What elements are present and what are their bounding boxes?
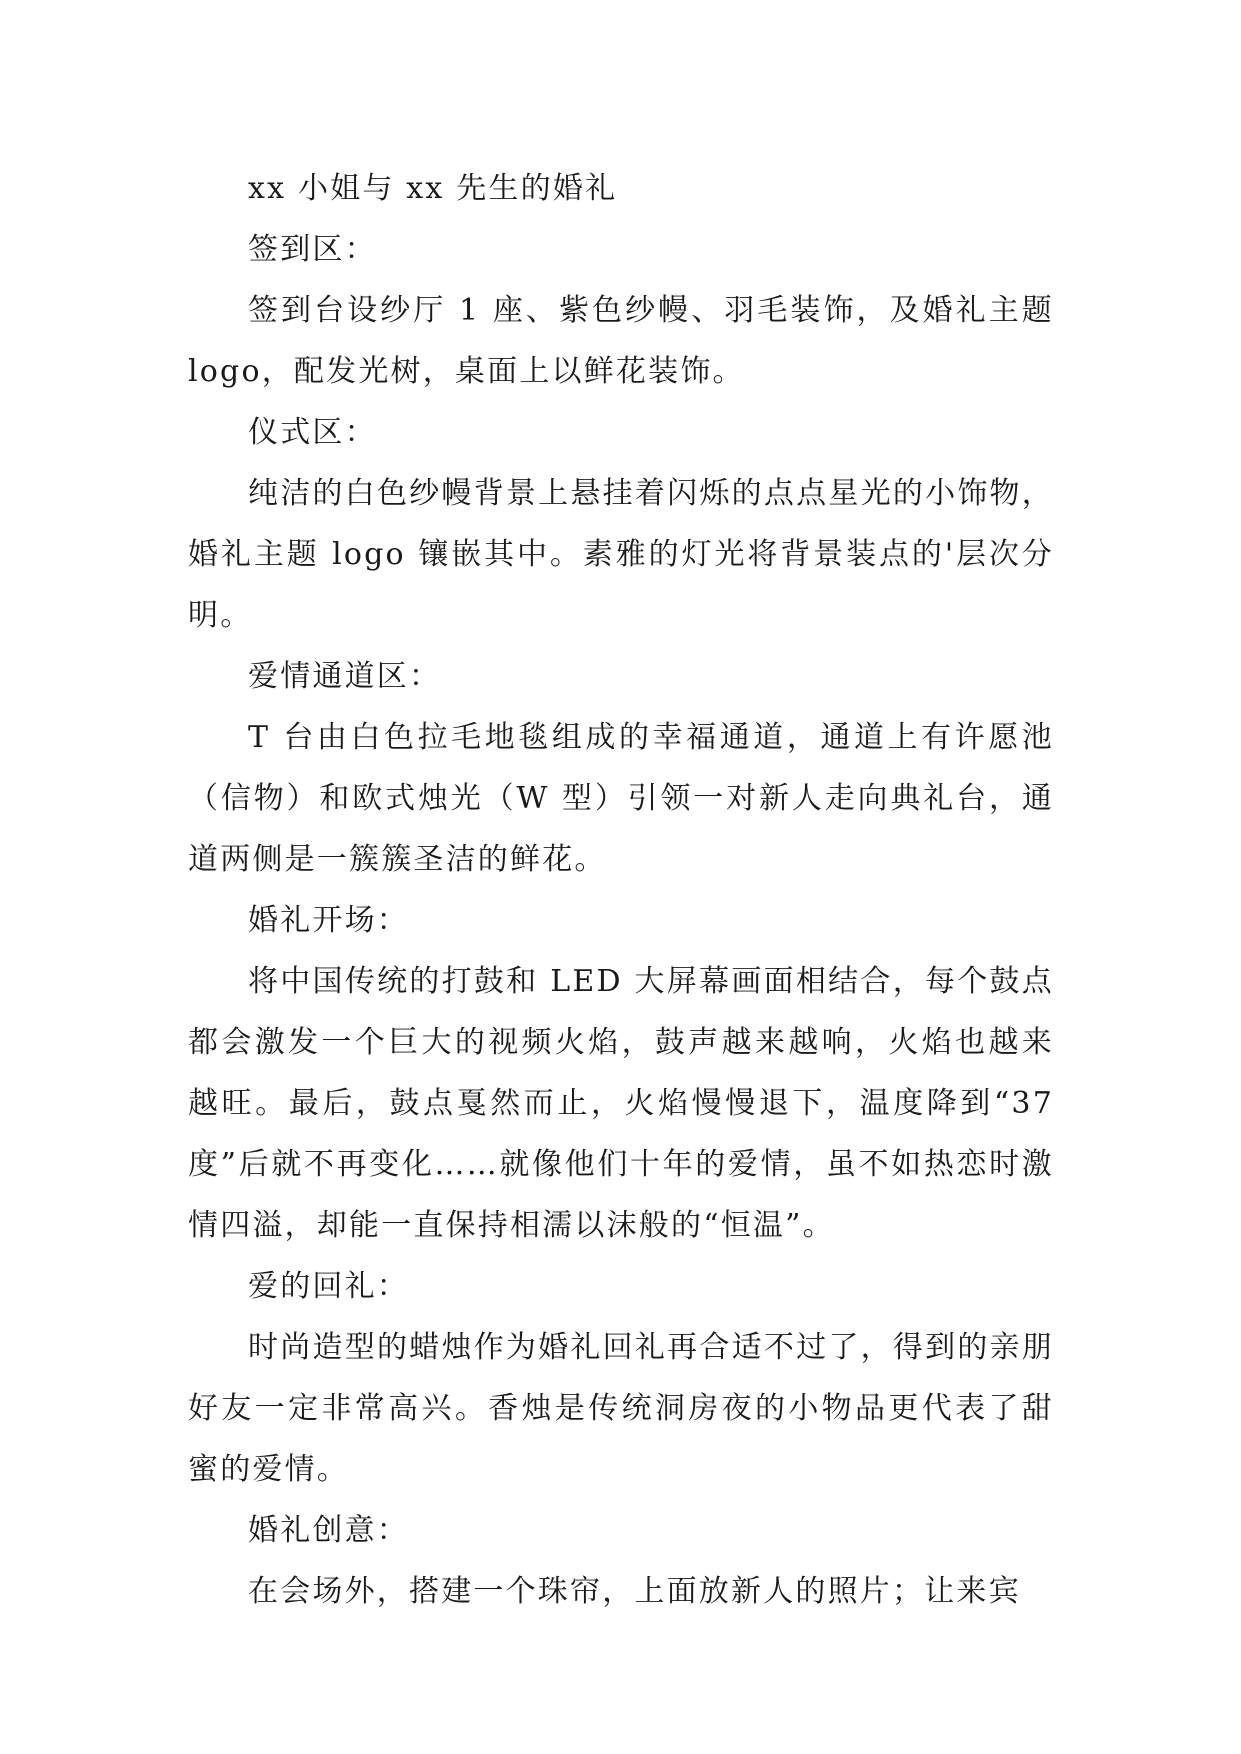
paragraph-opening: 将中国传统的打鼓和 LED 大屏幕画面相结合，每个鼓点都会激发一个巨大的视频火焰，鼓声越来越响，火焰也越来越旺。最后，鼓点戛然而止，火焰慢慢退下，温度降到“37 度”后就不再变化……就像他们十年的爱情，虽不如热恋时激情四溢，却能一直保持相濡以沫般的“恒温”。 [188, 964, 1054, 1243]
section-heading-opening: 婚礼开场： [248, 903, 409, 938]
section-heading-ceremony: 仪式区： [248, 415, 377, 450]
paragraph-creative: 在会场外，搭建一个珠帘，上面放新人的照片；让来宾 [248, 1574, 1021, 1609]
section-heading-return-gift: 爱的回礼： [248, 1269, 409, 1304]
paragraph-ceremony: 纯洁的白色纱幔背景上悬挂着闪烁的点点星光的小饰物，婚礼主题 logo 镶嵌其中。素雅的灯光将背景装点的'层次分明。 [188, 476, 1054, 633]
paragraph-signin: 签到台设纱厅 1 座、紫色纱幔、羽毛装饰，及婚礼主题 logo，配发光树，桌面上以鲜花装饰。 [188, 293, 1054, 389]
section-heading-love-aisle: 爱情通道区： [248, 659, 442, 694]
paragraph-love-aisle: T 台由白色拉毛地毯组成的幸福通道，通道上有许愿池（信物）和欧式烛光（W 型）引领一对新人走向典礼台，通道两侧是一簇簇圣洁的鲜花。 [188, 720, 1054, 877]
section-heading-signin: 签到区： [248, 232, 377, 267]
paragraph-return-gift: 时尚造型的蜡烛作为婚礼回礼再合适不过了，得到的亲朋好友一定非常高兴。香烛是传统洞房夜的小物品更代表了甜蜜的爱情。 [188, 1330, 1054, 1487]
document-body [188, 158, 1054, 1622]
section-heading-creative: 婚礼创意： [248, 1513, 409, 1548]
document-title: xx 小姐与 xx 先生的婚礼 [248, 171, 618, 206]
